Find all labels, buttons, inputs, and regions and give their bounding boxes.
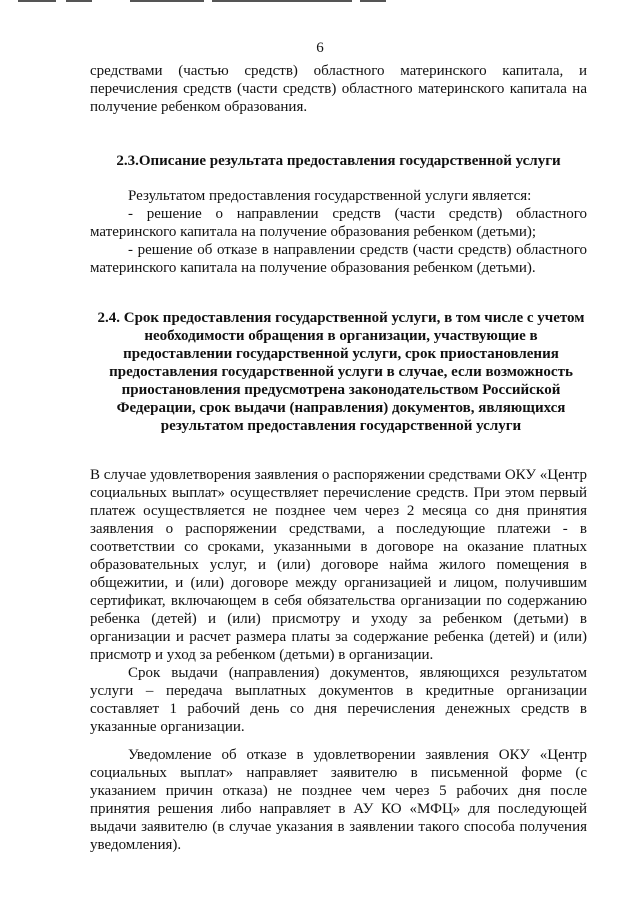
section-2-3-lead: Результатом предоставления государственной услуги является: (128, 188, 532, 204)
scan-artifact (212, 0, 352, 2)
result-item-refusal: - решение об отказе в направлении средств (части средств) областного материнского капитала на получение образования ребенком (детьми). (90, 242, 587, 276)
refusal-notice-paragraph: Уведомление об отказе в удовлетворении заявления ОКУ «Центр социальных выплат» направляет заявителю в письменной форме (с указанием причин отказа) не позднее чем через 5 рабочих дня после принятия решения либо направляет в АУ КО «МФЦ» для последующей выдачи заявителю (в случае указания в заявлении такого способа получения уведомления). (90, 747, 587, 853)
intro-paragraph: средствами (частью средств) областного материнского капитала, и перечисления средств (части средств) областного материнского капитала на получение ребенком образования. (90, 63, 587, 115)
scan-artifact (360, 0, 386, 2)
result-item-approval: - решение о направлении средств (части средств) областного материнского капитала на получение образования ребенком (детьми); (90, 206, 587, 240)
scan-artifact (18, 0, 56, 2)
scan-artifact (130, 0, 204, 2)
section-2-3-heading: 2.3.Описание результата предоставления государственной услуги (116, 153, 561, 169)
section-2-3-body (90, 187, 587, 277)
page-number: 6 (316, 40, 324, 56)
scan-artifact (66, 0, 92, 2)
document-issue-paragraph: Срок выдачи (направления) документов, являющихся результатом услуги – передача выплатных документов в кредитные организации составляет 1 рабочий день со дня перечисления денежных средств в указанные организации. (90, 665, 587, 735)
section-2-4-body (90, 466, 587, 854)
section-2-4-heading: 2.4. Срок предоставления государственной услуги, в том числе с учетом необходимости обращения в организации, участвующие в предоставлении государственной услуги, срок приостановления предоставления государственной услуги в случае, если возможность приостановления предусмотрена законодательством Российской Федерации, срок выдачи (направления) документов, являющихся результатом предоставления государственной услуги (97, 310, 585, 434)
payment-terms-paragraph: В случае удовлетворения заявления о распоряжении средствами ОКУ «Центр социальных выплат» осуществляет перечисление средств. При этом первый платеж осуществляется не позднее чем через 2 месяца со дня принятия заявления о распоряжении средствами, а последующие платежи - в соответствии со сроками, указанными в договоре на оказание платных образовательных услуг, и (или) договоре найма жилого помещения в общежитии, и (или) договоре между организацией и лицом, получившим сертификат, включающем в себя обязательства организации по содержанию ребенка (детей) и (или) присмотру и уходу за ребенком (детьми) в организации и расчет размера платы за содержание ребенка (детей) и (или) присмотр и уход за ребенком (детьми) в организации. (90, 467, 587, 663)
